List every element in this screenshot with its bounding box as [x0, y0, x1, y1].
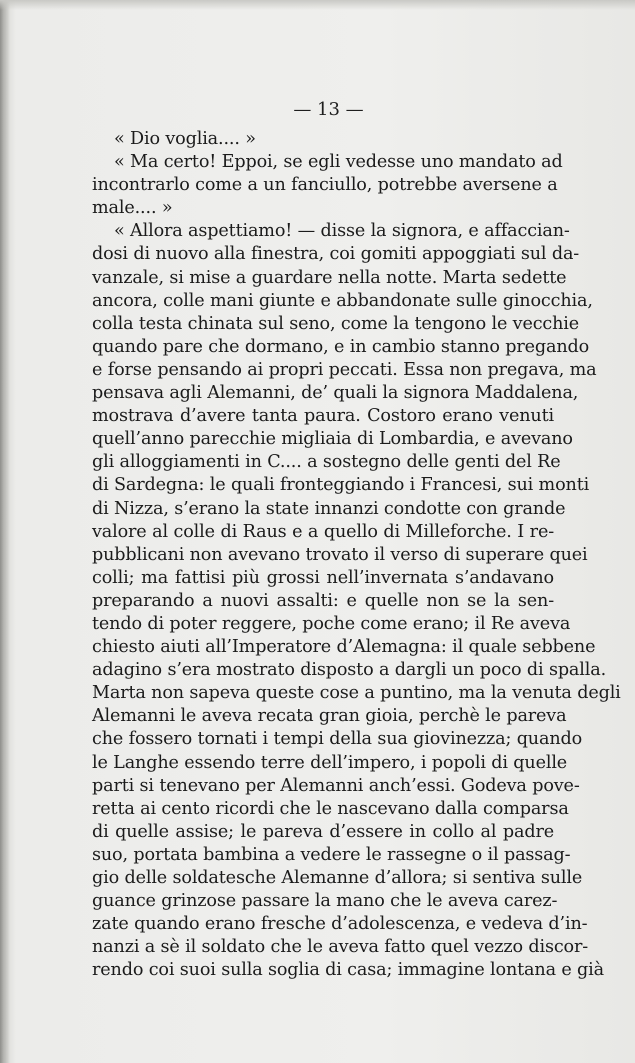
- text-line: di Sardegna: le quali fronteggiando i Francesi, sui monti: [92, 475, 590, 496]
- page-top-edge: [0, 0, 635, 10]
- text-line: « Allora aspettiamo! — disse la signora, e affaccian-: [114, 221, 570, 242]
- text-line: preparando a nuovi assalti: e quelle non se la sen-: [92, 590, 554, 611]
- text-line: e forse pensando ai propri peccati. Essa non pregava, ma: [92, 359, 597, 380]
- text-line: che fossero tornati i tempi della sua giovinezza; quando: [92, 729, 583, 750]
- body-text: [92, 128, 621, 982]
- text-line: nanzi a sè il soldato che le aveva fatto quel vezzo discor-: [92, 937, 589, 958]
- spine-shadow: [0, 0, 10, 1063]
- text-line: « Ma certo! Eppoi, se egli vedesse uno mandato ad: [114, 152, 563, 173]
- text-line: dosi di nuovo alla finestra, coi gomiti appoggiati sul da-: [92, 244, 580, 265]
- text-line: gio delle soldatesche Alemanne d’allora; si sentiva sulle: [92, 868, 583, 888]
- text-line: rendo coi suoi sulla soglia di casa; immagine lontana e già: [92, 960, 604, 981]
- text-line: colla testa chinata sul seno, come la tengono le vecchie: [92, 313, 580, 334]
- text-line: le Langhe essendo terre dell’impero, i popoli di quelle: [92, 752, 568, 773]
- text-line: gli alloggiamenti in C.... a sostegno delle genti del Re: [92, 452, 561, 473]
- text-line: zate quando erano fresche d’adolescenza, e vedeva d’in-: [92, 914, 588, 935]
- text-line: ancora, colle mani giunte e abbandonate sulle ginocchia,: [92, 290, 593, 311]
- text-line: suo, portata bambina a vedere le rassegne o il passag-: [92, 844, 571, 865]
- text-line: pubblicani non avevano trovato il verso di superare quei: [92, 544, 588, 565]
- text-line: adagino s’era mostrato disposto a dargli un poco di spalla.: [92, 660, 607, 681]
- text-line: male.... »: [92, 198, 173, 219]
- text-line: di quelle assise; le pareva d’essere in collo al padre: [92, 821, 554, 842]
- text-line: chiesto aiuti all’Imperatore d’Alemagna: il quale sebbene: [92, 637, 596, 658]
- text-line: colli; ma fattisi più grossi nell’invernata s’andavano: [92, 567, 554, 588]
- text-line: valore al colle di Raus e a quello di Milleforche. I re-: [92, 521, 554, 542]
- text-line: Marta non sapeva queste cose a puntino, ma la venuta degli: [92, 683, 621, 704]
- text-line: parti si tenevano per Alemanni anch’essi. Godeva pove-: [92, 775, 580, 796]
- text-line: « Dio voglia.... »: [114, 129, 256, 149]
- text-line: retta ai cento ricordi che le nascevano dalla comparsa: [92, 798, 569, 819]
- text-line: mostrava d’avere tanta paura. Costoro erano venuti: [92, 406, 554, 427]
- text-line: guance grinzose passare la mano che le aveva carez-: [92, 891, 558, 912]
- text-line: Alemanni le aveva recata gran gioia, perchè le pareva: [92, 706, 567, 727]
- text-line: tendo di poter reggere, poche come erano; il Re aveva: [92, 613, 571, 634]
- text-line: quell’anno parecchie migliaia di Lombardia, e avevano: [92, 429, 573, 450]
- page-number: — 13 —: [293, 99, 364, 120]
- text-line: pensava agli Alemanni, de’ quali la signora Maddalena,: [92, 383, 579, 404]
- text-line: incontrarlo come a un fanciullo, potrebbe aversene a: [92, 175, 558, 196]
- text-line: di Nizza, s’erano la state innanzi condotte con grande: [92, 498, 566, 519]
- text-line: vanzale, si mise a guardare nella notte. Marta sedette: [92, 267, 567, 288]
- text-line: quando pare che dormano, e in cambio stanno pregando: [92, 336, 590, 357]
